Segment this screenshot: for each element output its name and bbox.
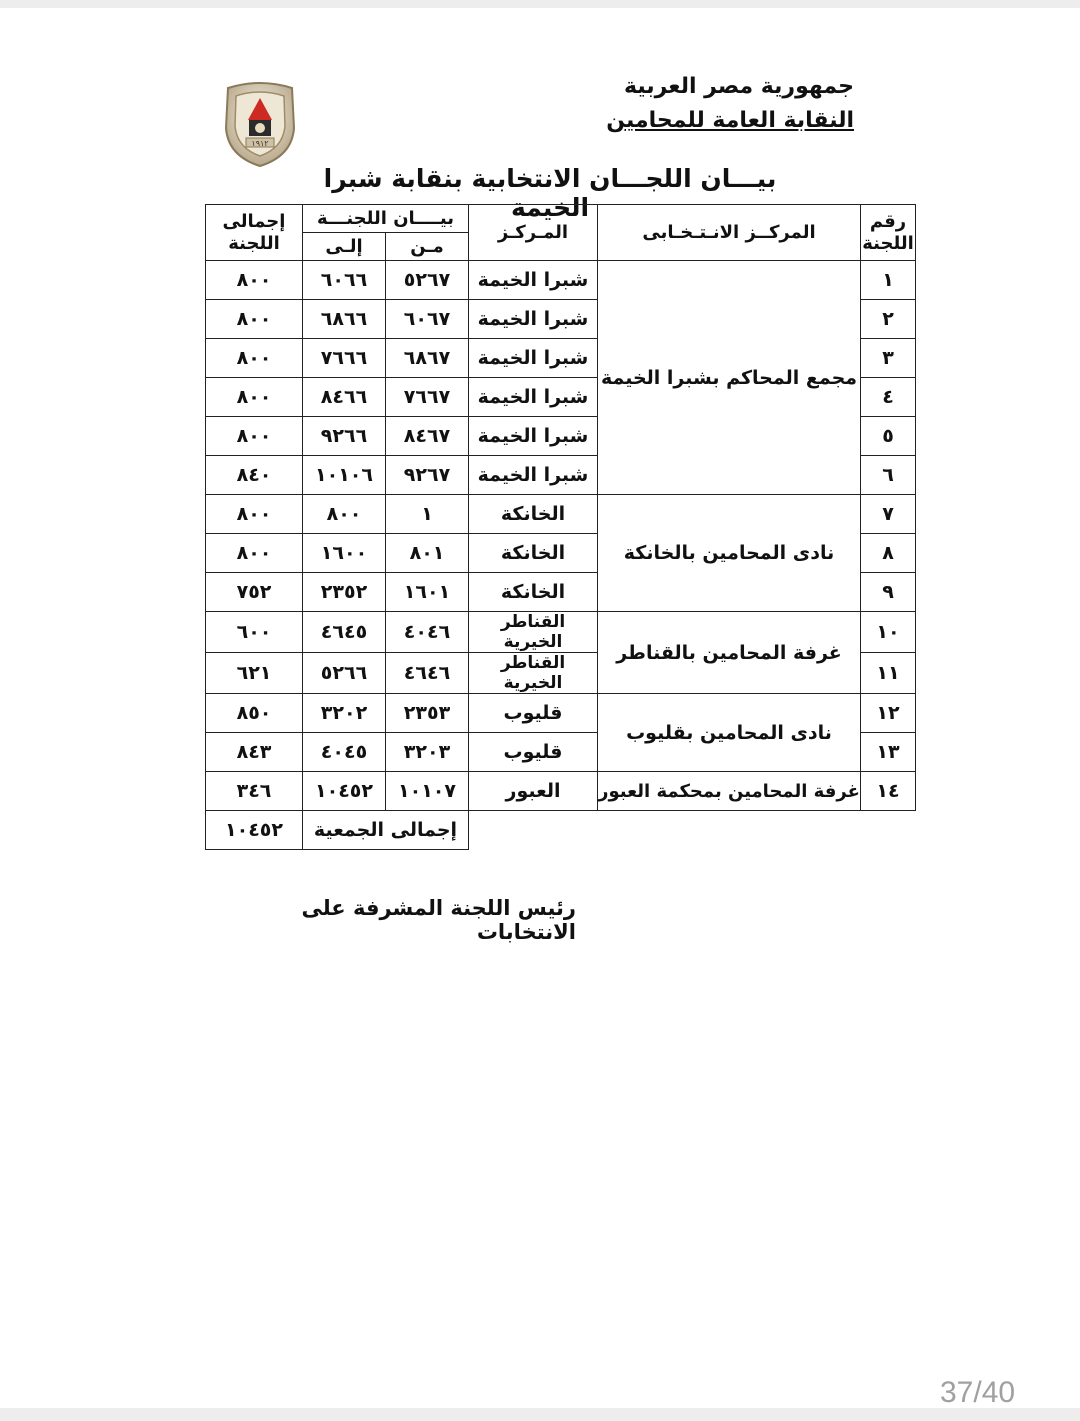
header-committee-total: إجمالى اللجنة — [206, 205, 303, 261]
row-markaz: شبرا الخيمة — [469, 456, 598, 495]
row-from: ٤٦٤٦ — [386, 653, 469, 694]
row-to: ٨٤٦٦ — [303, 378, 386, 417]
row-from: ٥٢٦٧ — [386, 261, 469, 300]
row-from: ٦٨٦٧ — [386, 339, 469, 378]
row-to: ٢٣٥٢ — [303, 573, 386, 612]
row-from: ٢٣٥٣ — [386, 694, 469, 733]
row-markaz: القناطر الخيرية — [469, 612, 598, 653]
header-committee-number: رقم اللجنة — [861, 205, 916, 261]
header-syndicate: النقابة العامة للمحامين — [606, 108, 854, 133]
row-total: ٦٠٠ — [206, 612, 303, 653]
header-to: إلـى — [303, 233, 386, 261]
row-markaz: قليوب — [469, 733, 598, 772]
header-markaz: المـركـز — [469, 205, 598, 261]
document-page — [0, 8, 1080, 1408]
row-total: ٦٢١ — [206, 653, 303, 694]
table-row — [206, 495, 916, 534]
row-from: ٧٦٦٧ — [386, 378, 469, 417]
row-to: ٩٢٦٦ — [303, 417, 386, 456]
table-row — [206, 261, 916, 300]
row-from: ٨٤٦٧ — [386, 417, 469, 456]
header-election-center: المركــز الانـتـخـابى — [598, 205, 861, 261]
row-number: ٨ — [861, 534, 916, 573]
election-center-cell: غرفة المحامين بمحكمة العبور — [598, 772, 861, 811]
row-markaz: شبرا الخيمة — [469, 378, 598, 417]
row-from: ٤٠٤٦ — [386, 612, 469, 653]
row-markaz: شبرا الخيمة — [469, 300, 598, 339]
row-number: ١١ — [861, 653, 916, 694]
grand-total-value: ١٠٤٥٢ — [206, 811, 303, 850]
row-total: ٨٥٠ — [206, 694, 303, 733]
row-markaz: القناطر الخيرية — [469, 653, 598, 694]
row-total: ٨٠٠ — [206, 300, 303, 339]
row-total: ٨٠٠ — [206, 495, 303, 534]
row-markaz: العبور — [469, 772, 598, 811]
table-row — [206, 772, 916, 811]
row-number: ١٤ — [861, 772, 916, 811]
row-total: ٨٠٠ — [206, 378, 303, 417]
signature-line: رئيس اللجنة المشرفة على الانتخابات — [301, 896, 576, 944]
row-markaz: الخانكة — [469, 534, 598, 573]
page-counter: 37/40 — [940, 1376, 1016, 1409]
row-to: ٧٦٦٦ — [303, 339, 386, 378]
row-from: ١٠١٠٧ — [386, 772, 469, 811]
row-from: ٨٠١ — [386, 534, 469, 573]
row-to: ٤٠٤٥ — [303, 733, 386, 772]
row-from: ٩٢٦٧ — [386, 456, 469, 495]
row-total: ٨٠٠ — [206, 339, 303, 378]
logo-year: ١٩١٢ — [251, 139, 269, 148]
bar-association-emblem-icon — [214, 76, 306, 168]
document-title: بيـــان اللجـــان الانتخابية بنقابة شبرا الخيمة — [323, 164, 777, 222]
row-total: ٨٠٠ — [206, 534, 303, 573]
row-total: ٨٤٠ — [206, 456, 303, 495]
row-total: ٨٠٠ — [206, 417, 303, 456]
row-total: ٨٠٠ — [206, 261, 303, 300]
row-to: ٨٠٠ — [303, 495, 386, 534]
row-markaz: شبرا الخيمة — [469, 339, 598, 378]
grand-total-label: إجمالى الجمعية — [303, 811, 469, 850]
row-to: ١٠١٠٦ — [303, 456, 386, 495]
row-number: ٥ — [861, 417, 916, 456]
election-center-cell: مجمع المحاكم بشبرا الخيمة — [598, 261, 861, 495]
row-number: ٦ — [861, 456, 916, 495]
row-number: ٣ — [861, 339, 916, 378]
election-center-cell: غرفة المحامين بالقناطر — [598, 612, 861, 694]
row-number: ٩ — [861, 573, 916, 612]
row-total: ٣٤٦ — [206, 772, 303, 811]
row-to: ١٦٠٠ — [303, 534, 386, 573]
header-committee-data: بيــــان اللجنـــة — [303, 205, 469, 233]
row-to: ٦٨٦٦ — [303, 300, 386, 339]
row-to: ٣٢٠٢ — [303, 694, 386, 733]
row-to: ٤٦٤٥ — [303, 612, 386, 653]
header-country: جمهورية مصر العربية — [624, 74, 854, 99]
row-markaz: شبرا الخيمة — [469, 261, 598, 300]
row-from: ٣٢٠٣ — [386, 733, 469, 772]
row-number: ٢ — [861, 300, 916, 339]
election-center-cell: نادى المحامين بالخانكة — [598, 495, 861, 612]
table-row — [206, 694, 916, 733]
row-number: ٤ — [861, 378, 916, 417]
row-to: ٦٠٦٦ — [303, 261, 386, 300]
header-from: مـن — [386, 233, 469, 261]
row-number: ٧ — [861, 495, 916, 534]
election-center-cell: نادى المحامين بقليوب — [598, 694, 861, 772]
row-to: ١٠٤٥٢ — [303, 772, 386, 811]
table-row — [206, 612, 916, 653]
committees-table — [205, 204, 916, 850]
row-markaz: قليوب — [469, 694, 598, 733]
row-from: ١٦٠١ — [386, 573, 469, 612]
row-total: ٨٤٣ — [206, 733, 303, 772]
row-markaz: الخانكة — [469, 573, 598, 612]
table-header-row — [206, 205, 916, 233]
row-markaz: شبرا الخيمة — [469, 417, 598, 456]
grand-total-row — [206, 811, 916, 850]
row-number: ١٢ — [861, 694, 916, 733]
row-markaz: الخانكة — [469, 495, 598, 534]
row-number: ١٣ — [861, 733, 916, 772]
row-number: ١ — [861, 261, 916, 300]
row-from: ٦٠٦٧ — [386, 300, 469, 339]
row-total: ٧٥٢ — [206, 573, 303, 612]
row-from: ١ — [386, 495, 469, 534]
row-number: ١٠ — [861, 612, 916, 653]
document-header — [606, 70, 854, 138]
row-to: ٥٢٦٦ — [303, 653, 386, 694]
